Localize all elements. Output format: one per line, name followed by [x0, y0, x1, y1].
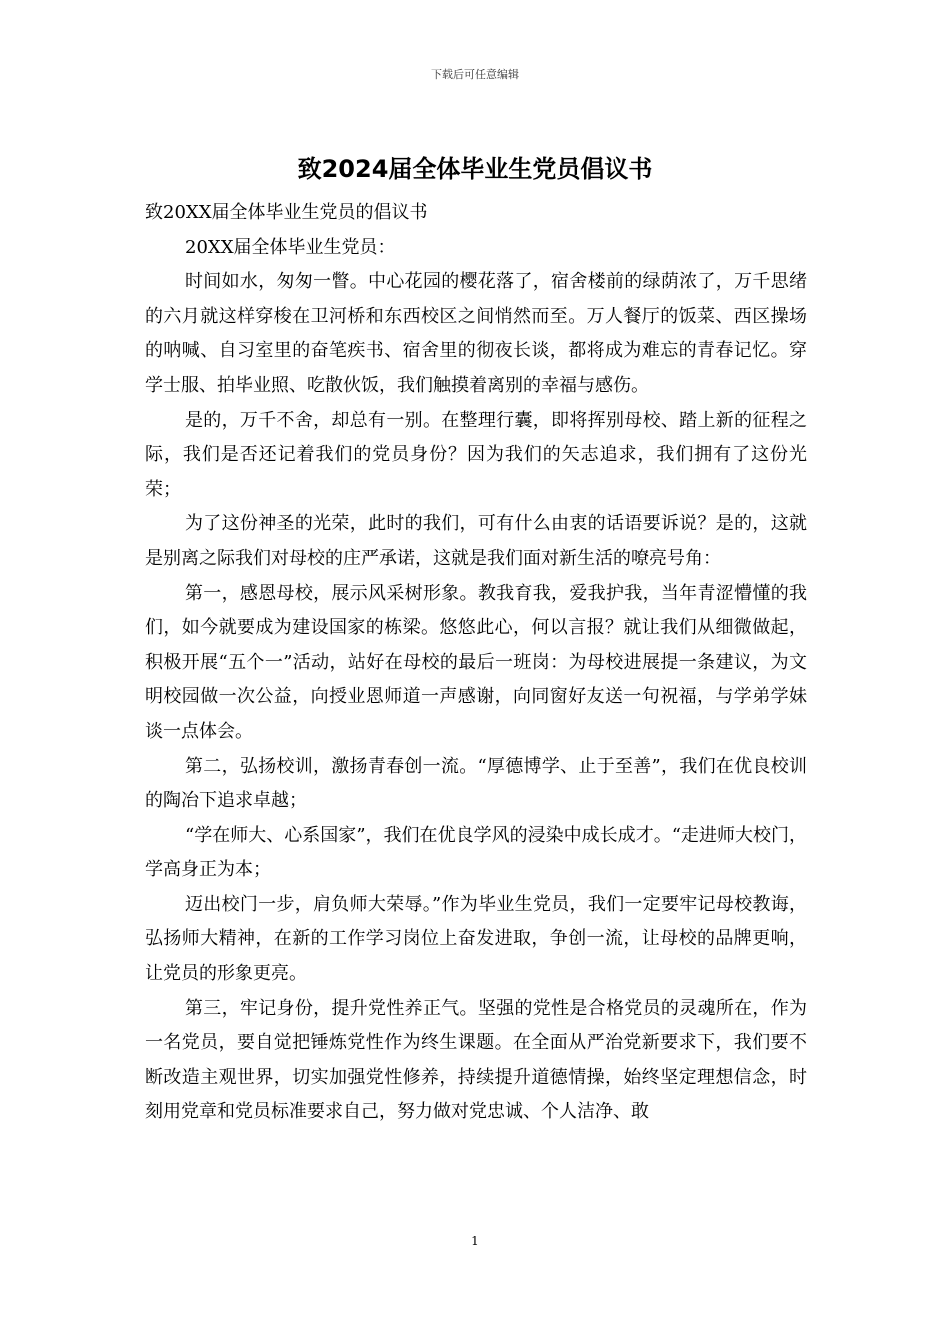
paragraph: 第二，弘扬校训，激扬青春创一流。“厚德博学、止于至善”，我们在优良校训的陶冶下追求卓越；	[145, 755, 807, 812]
paragraph: 为了这份神圣的光荣，此时的我们，可有什么由衷的话语要诉说？是的，这就是别离之际我们对母校的庄严承诺，这就是我们面对新生活的嘹亮号角：	[145, 513, 807, 569]
document-body	[145, 196, 807, 1130]
paragraph: 迈出校门一步，肩负师大荣辱。”作为毕业生党员，我们一定要牢记母校教诲，弘扬师大精神，在新的工作学习岗位上奋发进取，争创一流，让母校的品牌更响，让党员的形象更亮。	[145, 893, 807, 985]
document-subtitle: 致20XX届全体毕业生党员的倡议书	[145, 202, 428, 223]
document-title: 致2024届全体毕业生党员倡议书	[297, 155, 653, 183]
paragraph: 是的，万千不舍，却总有一别。在整理行囊，即将挥别母校、踏上新的征程之际，我们是否还记着我们的党员身份？因为我们的矢志追求，我们拥有了这份光荣；	[145, 409, 807, 500]
paragraph: 第三，牢记身份，提升党性养正气。坚强的党性是合格党员的灵魂所在，作为一名党员，要自觉把锤炼党性作为终生课题。在全面从严治党新要求下，我们要不断改造主观世界，切实加强党性修养，持续提升道德情操，始终坚定理想信念，时刻用党章和党员标准要求自己，努力做对党忠诚、个人洁净、敢	[145, 997, 807, 1123]
paragraph: 时间如水，匆匆一瞥。中心花园的樱花落了，宿舍楼前的绿荫浓了，万千思绪的六月就这样穿梭在卫河桥和东西校区之间悄然而至。万人餐厅的饭菜、西区操场的呐喊、自习室里的奋笔疾书、宿舍里的彻夜长谈，都将成为难忘的青春记忆。穿学士服、拍毕业照、吃散伙饭，我们触摸着离别的幸福与感伤。	[145, 271, 807, 396]
paragraph: 第一，感恩母校，展示风采树形象。教我育我，爱我护我，当年青涩懵懂的我们，如今就要成为建设国家的栋梁。悠悠此心，何以言报？就让我们从细微做起，积极开展“五个一”活动，站好在母校的最后一班岗：为母校进展提一条建议，为文明校园做一次公益，向授业恩师道一声感谢，向同窗好友送一句祝福，与学弟学妹谈一点体会。	[145, 582, 807, 742]
paragraph: “学在师大、心系国家”，我们在优良学风的浸染中成长成才。“走进师大校门，学高身正为本；	[145, 824, 807, 881]
salutation: 20XX届全体毕业生党员：	[185, 236, 396, 258]
page-number: 1	[471, 1234, 479, 1248]
page-header-note: 下载后可任意编辑	[431, 68, 519, 81]
